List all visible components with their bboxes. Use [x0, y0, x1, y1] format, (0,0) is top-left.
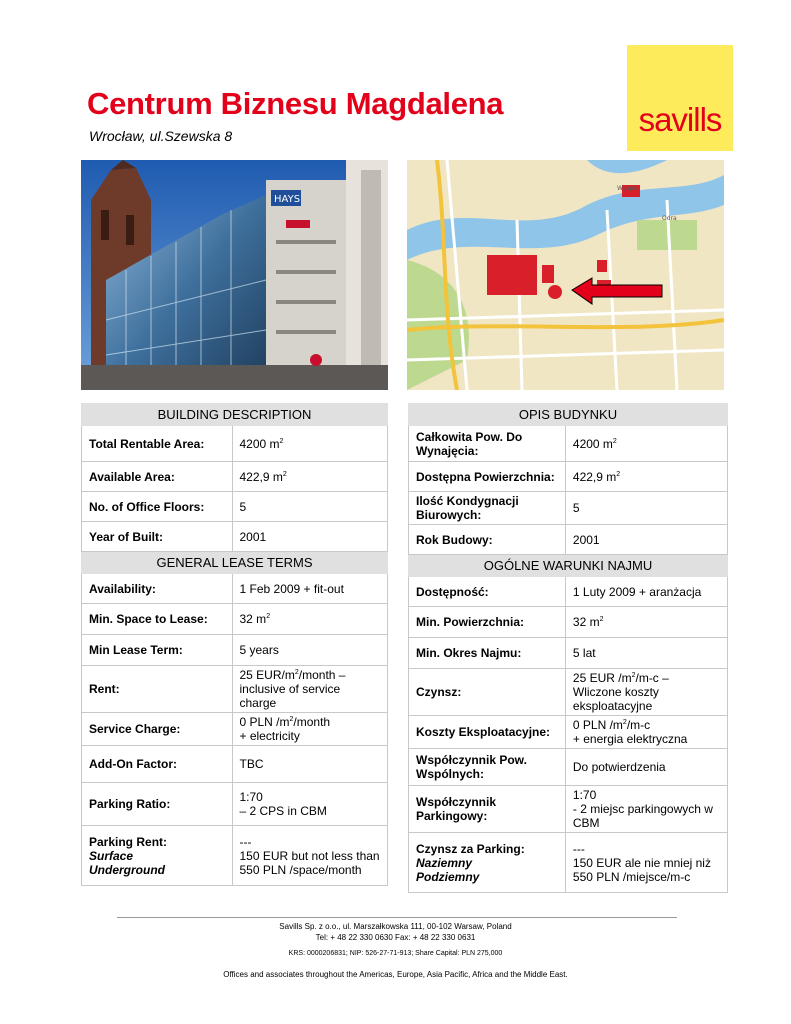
- pl-addon-factor-label: Współczynnik Pow. Wspólnych:: [409, 749, 566, 786]
- pl-service-charge-label: Koszty Eksploatacyjne:: [409, 716, 566, 749]
- pl-available-area-value: 422,9 $m^2$: [565, 462, 727, 492]
- total-rentable-area-value: 4200 $m^2$: [232, 426, 388, 462]
- pl-parking-ratio-value: 1:70 - 2 miejsc parkingowych w CBM: [565, 786, 727, 833]
- pl-service-charge-value: 0 PLN $/m^2/m-c$ + energia elektryczna: [565, 716, 727, 749]
- page-title: Centrum Biznesu Magdalena: [87, 86, 504, 121]
- svg-text:Wyspa: Wyspa: [617, 185, 637, 192]
- pl-parking-rent-value: --- 150 EUR ale nie mniej niż 550 PLN /miejsce/m-c: [565, 833, 727, 893]
- min-term-value: 5 years: [232, 635, 388, 666]
- svg-text:Odra: Odra: [662, 215, 677, 222]
- opis-budynku-header: OPIS BUDYNKU: [409, 404, 728, 426]
- office-floors-value: 5: [232, 492, 388, 522]
- footer-registration: KRS: 0000206831; NIP: 526-27-71-913; Share Capital: PLN 275,000: [288, 950, 503, 957]
- availability-label: Availability:: [82, 574, 233, 604]
- pl-total-rentable-area-value: 4200 $m^2$: [565, 426, 727, 462]
- pl-rent-label: Czynsz:: [409, 669, 566, 716]
- pl-year-built-label: Rok Budowy:: [409, 525, 566, 555]
- year-built-value: 2001: [232, 522, 388, 552]
- min-term-label: Min Lease Term:: [82, 635, 233, 666]
- footer-address: Savills Sp. z o.o., ul. Marszałkowska 111, 00-102 Warsaw, Poland: [279, 922, 512, 931]
- pl-total-rentable-area-label: Całkowita Pow. Do Wynajęcia:: [409, 426, 566, 462]
- savills-logo: [627, 45, 733, 151]
- footer-phone: Tel: + 48 22 330 0630 Fax: + 48 22 330 0631: [315, 933, 476, 942]
- building-description-header: BUILDING DESCRIPTION: [82, 404, 388, 426]
- pl-rent-value: 25 EUR $/m^2/m-c$ – Wliczone koszty eksploatacyjne: [565, 669, 727, 716]
- parking-rent-label: Parking Rent: Surface Underground: [82, 826, 233, 886]
- pl-available-area-label: Dostępna Powierzchnia:: [409, 462, 566, 492]
- pl-min-term-value: 5 lat: [565, 638, 727, 669]
- pl-min-space-value: 32 $m^2$: [565, 607, 727, 638]
- footer-divider: [117, 917, 677, 918]
- building-photo: [81, 160, 388, 390]
- ogolne-warunki-header: OGÓLNE WARUNKI NAJMU: [409, 555, 728, 577]
- page-subtitle: Wrocław, ul.Szewska 8: [89, 128, 233, 144]
- rent-label: Rent:: [82, 666, 233, 713]
- pl-office-floors-label: Ilość Kondygnacji Biurowych:: [409, 492, 566, 525]
- location-map: [407, 160, 724, 390]
- availability-value: 1 Feb 2009 + fit-out: [232, 574, 388, 604]
- rent-value: 25 EUR/$m^2$/month – inclusive of service charge: [232, 666, 388, 713]
- available-area-value: 422,9 $m^2$: [232, 462, 388, 492]
- pl-availability-value: 1 Luty 2009 + aranżacja: [565, 577, 727, 607]
- pl-min-space-label: Min. Powierzchnia:: [409, 607, 566, 638]
- footer-offices: Offices and associates throughout the Americas, Europe, Asia Pacific, Africa and the Middle East.: [223, 970, 568, 979]
- addon-factor-label: Add-On Factor:: [82, 746, 233, 783]
- pl-parking-ratio-label: Współczynnik Parkingowy:: [409, 786, 566, 833]
- pl-addon-factor-value: Do potwierdzenia: [565, 749, 727, 786]
- pl-office-floors-value: 5: [565, 492, 727, 525]
- parking-rent-value: --- 150 EUR but not less than 550 PLN /space/month: [232, 826, 388, 886]
- available-area-label: Available Area:: [82, 462, 233, 492]
- office-floors-label: No. of Office Floors:: [82, 492, 233, 522]
- min-space-label: Min. Space to Lease:: [82, 604, 233, 635]
- english-spec-table: [81, 403, 388, 886]
- parking-ratio-value: 1:70 – 2 CPS in CBM: [232, 783, 388, 826]
- parking-ratio-label: Parking Ratio:: [82, 783, 233, 826]
- year-built-label: Year of Built:: [82, 522, 233, 552]
- lease-terms-header: GENERAL LEASE TERMS: [82, 552, 388, 574]
- logo-text: savills: [638, 101, 722, 138]
- polish-spec-table: [408, 403, 728, 893]
- service-charge-value: 0 PLN $/m^2$/month + electricity: [232, 713, 388, 746]
- min-space-value: 32 $m^2$: [232, 604, 388, 635]
- addon-factor-value: TBC: [232, 746, 388, 783]
- svg-text:HAYS: HAYS: [274, 194, 301, 205]
- service-charge-label: Service Charge:: [82, 713, 233, 746]
- pl-availability-label: Dostępność:: [409, 577, 566, 607]
- pl-year-built-value: 2001: [565, 525, 727, 555]
- total-rentable-area-label: Total Rentable Area:: [82, 426, 233, 462]
- pl-min-term-label: Min. Okres Najmu:: [409, 638, 566, 669]
- pl-parking-rent-label: Czynsz za Parking: Naziemny Podziemny: [409, 833, 566, 893]
